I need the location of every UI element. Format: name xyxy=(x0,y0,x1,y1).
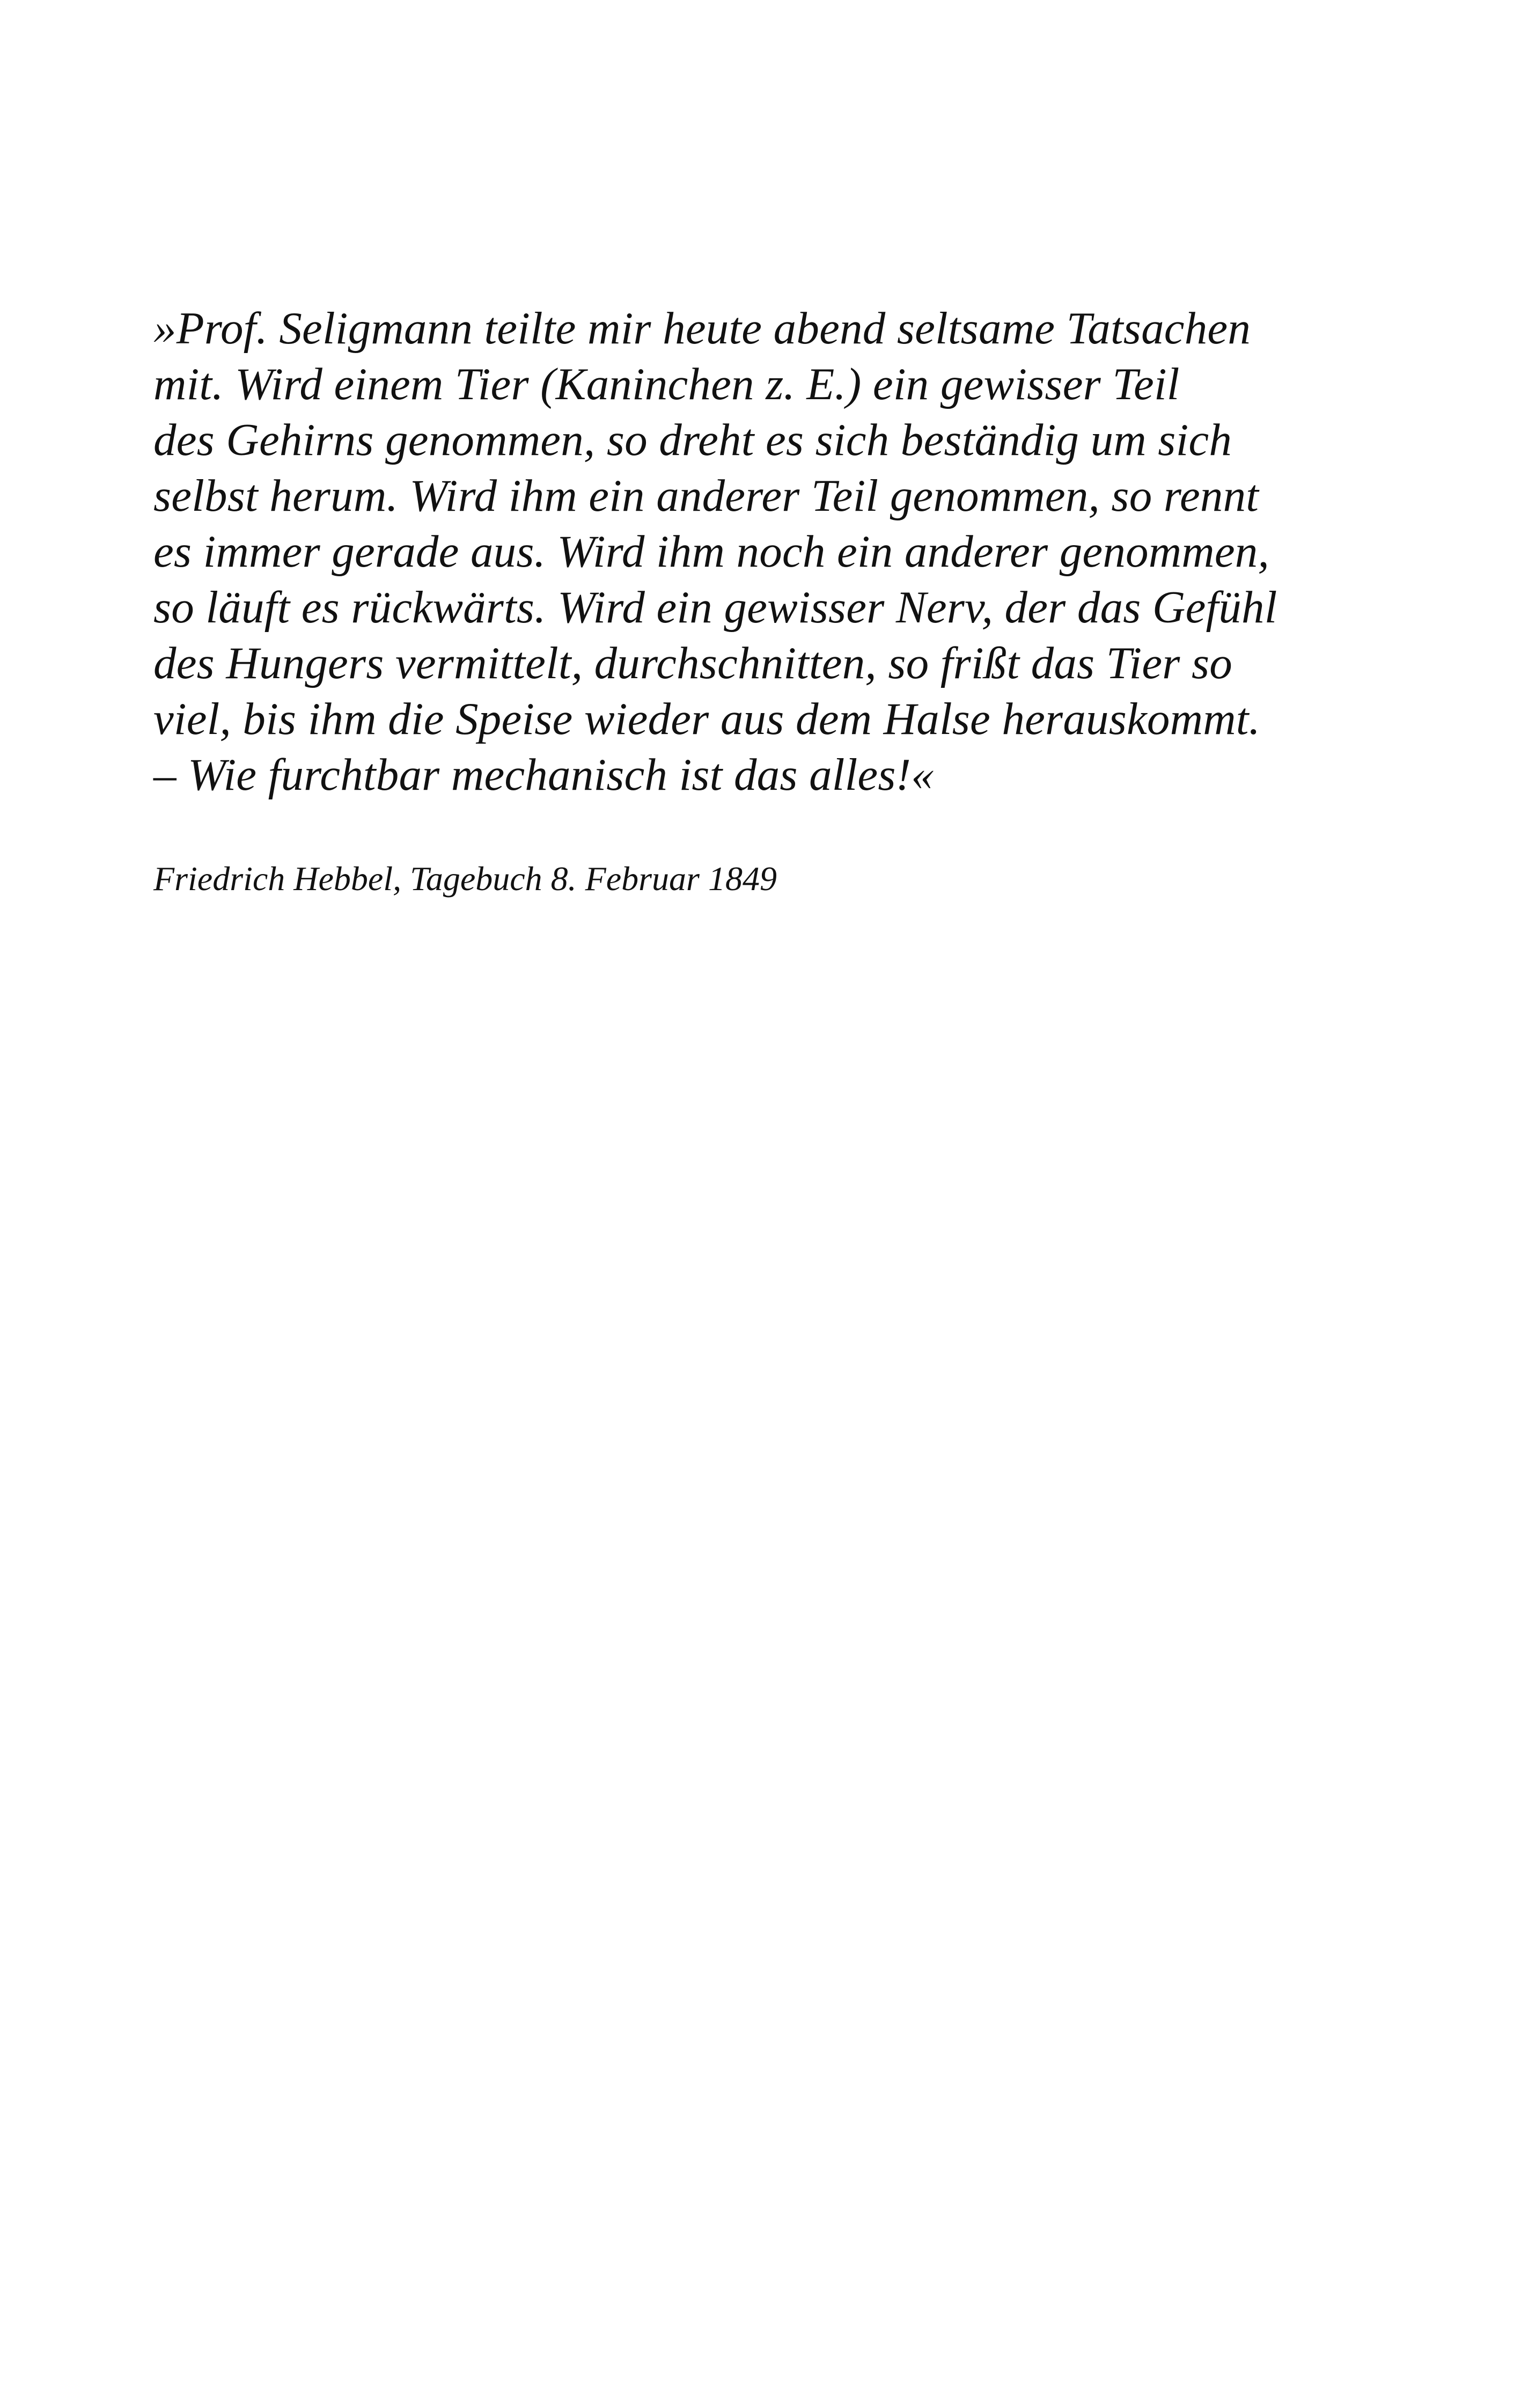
quote-line: so läuft es rückwärts. Wird ein gewisser Nerv, der das Gefühl xyxy=(153,582,1277,633)
quote-line: des Hungers vermittelt, durchschnitten, so frißt das Tier so xyxy=(153,638,1232,688)
quote-line: es immer gerade aus. Wird ihm noch ein anderer genommen, xyxy=(153,526,1269,577)
quote-line: viel, bis ihm die Speise wieder aus dem Halse herauskommt. xyxy=(153,694,1261,744)
quote-line: des Gehirns genommen, so dreht es sich beständig um sich xyxy=(153,415,1232,465)
quote-line: – Wie furchtbar mechanisch ist das alles!« xyxy=(153,750,934,800)
epigraph-quote xyxy=(153,300,1387,803)
quote-line: »Prof. Seligmann teilte mir heute abend seltsame Tatsachen xyxy=(153,303,1251,354)
quote-line: selbst herum. Wird ihm ein anderer Teil genommen, so rennt xyxy=(153,471,1259,521)
quote-line: mit. Wird einem Tier (Kaninchen z. E.) ein gewisser Teil xyxy=(153,359,1180,409)
epigraph-attribution: Friedrich Hebbel, Tagebuch 8. Februar 1849 xyxy=(153,860,777,898)
